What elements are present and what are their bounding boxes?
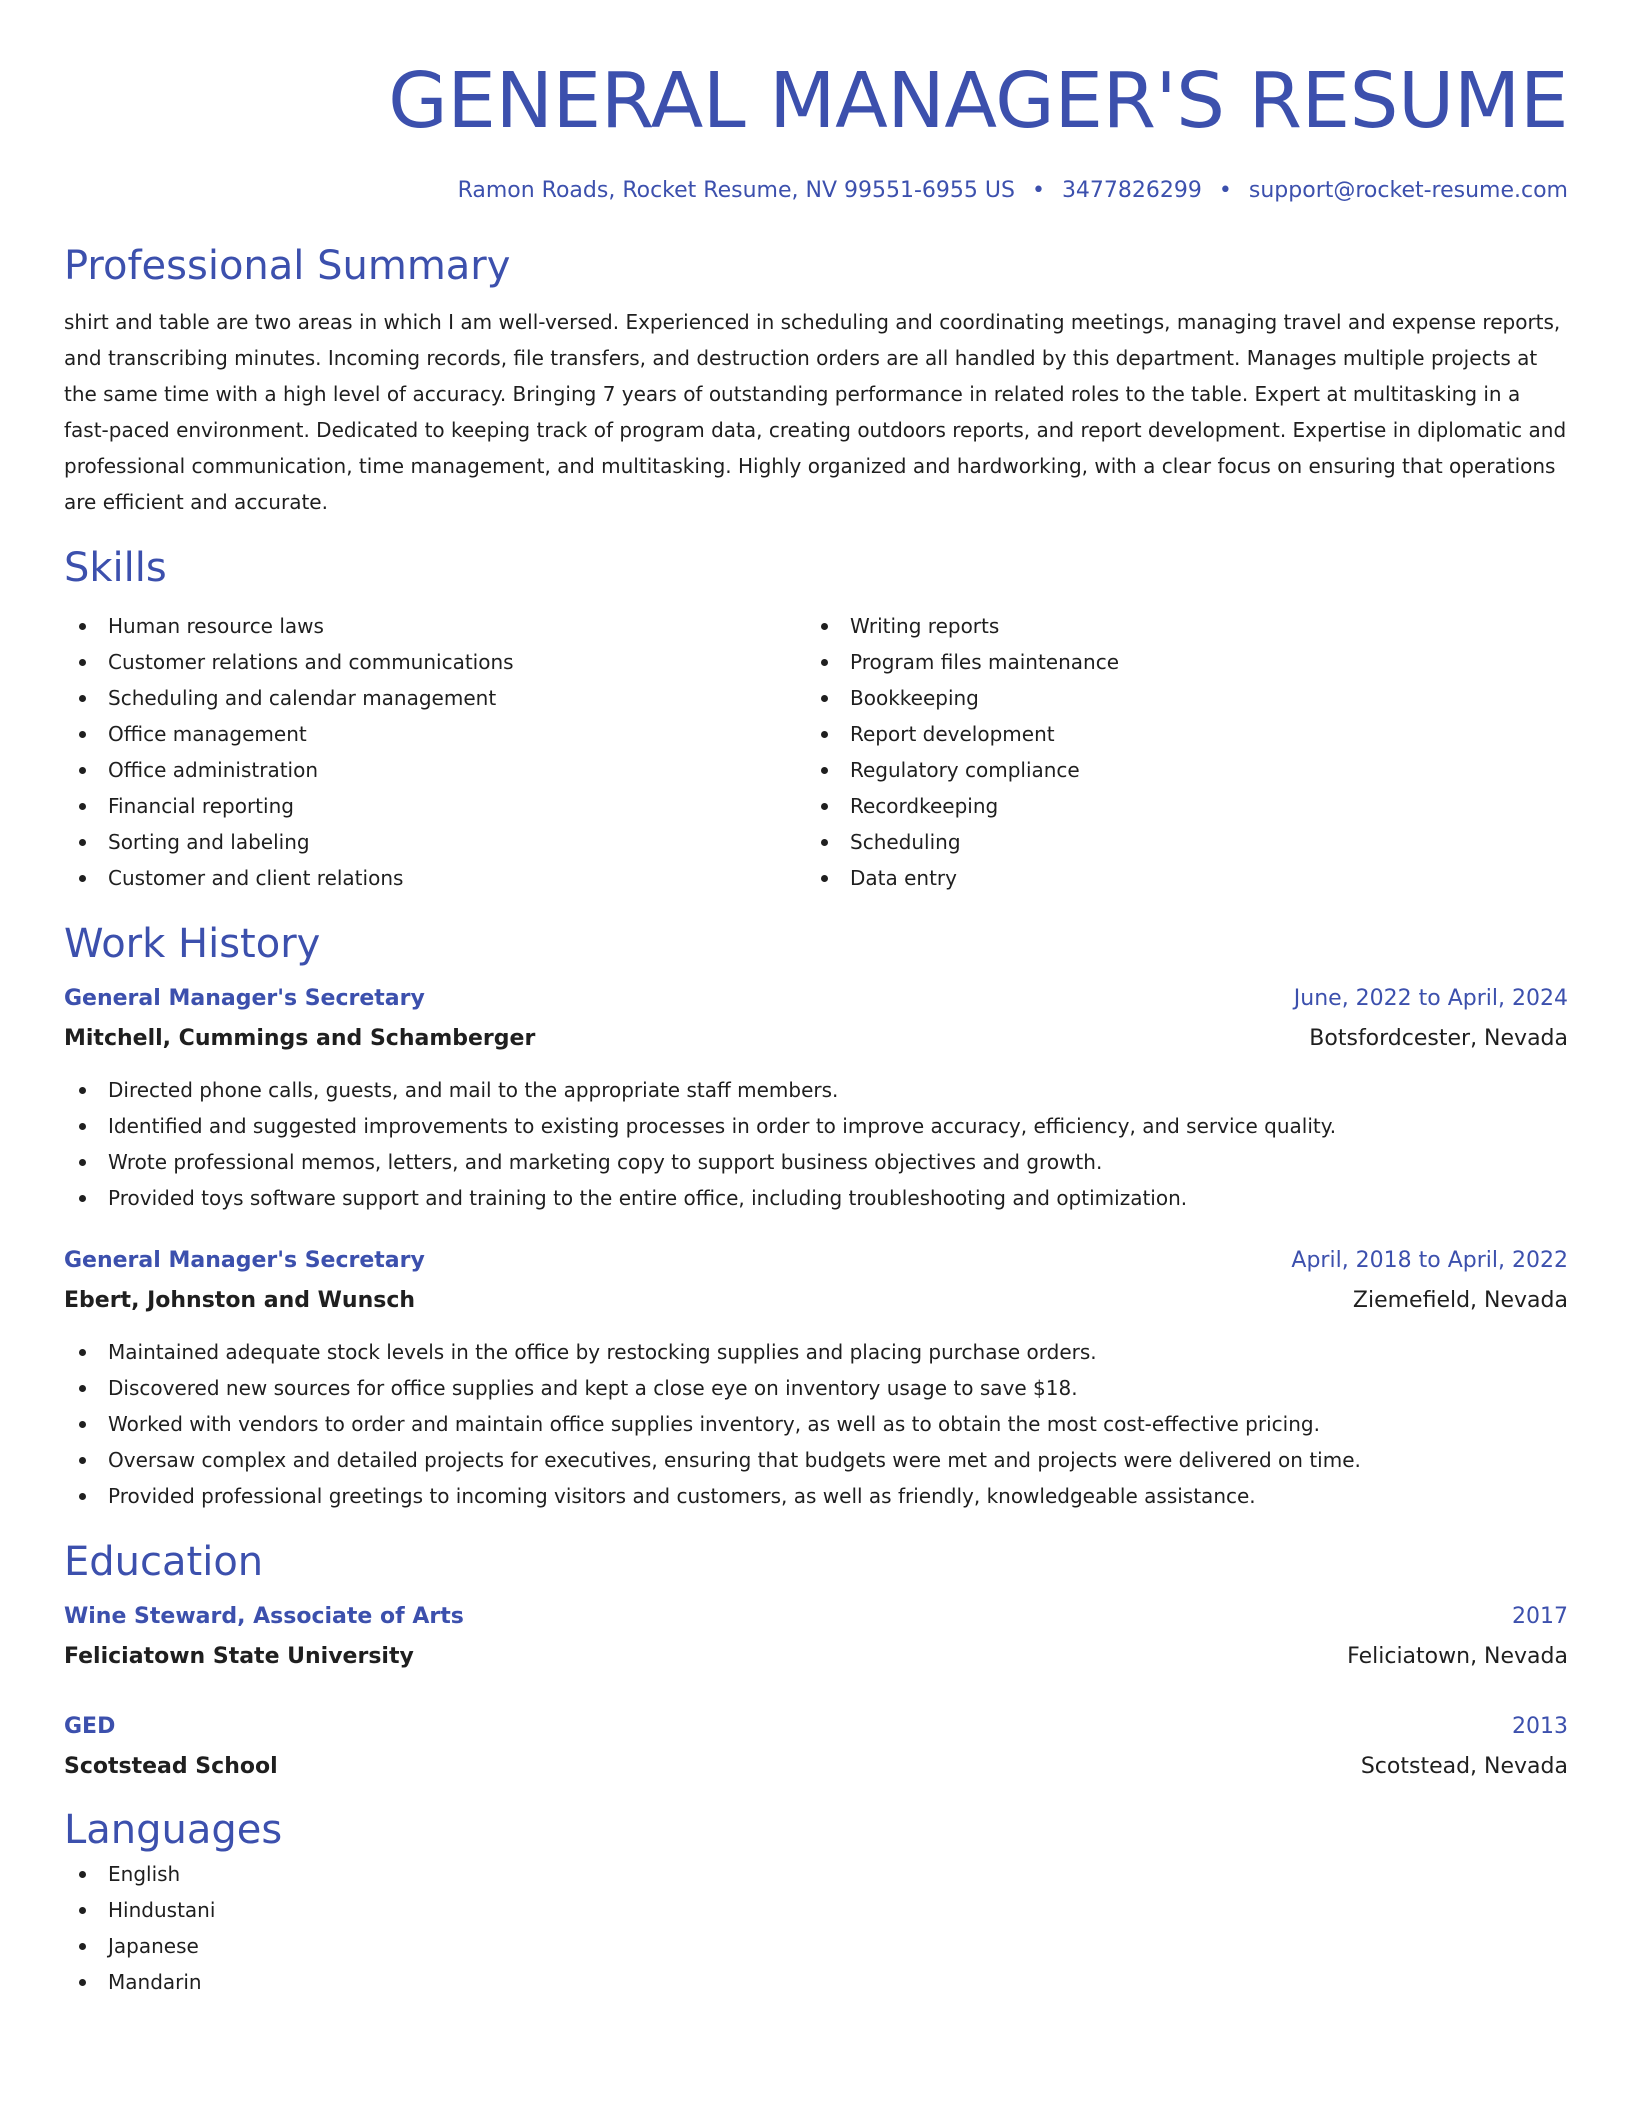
education-degree: Wine Steward, Associate of Arts <box>64 1604 464 1629</box>
job-company: Mitchell, Cummings and Schamberger <box>64 1026 536 1051</box>
job-entry <box>64 1246 1568 1514</box>
skills-list-right <box>806 608 1548 896</box>
job-bullet: Identified and suggested improvements to existing processes in order to improve accuracy, efficiency, and service quality. <box>64 1108 1568 1144</box>
job-bullet: Discovered new sources for office supplies and kept a close eye on inventory usage to save $18. <box>64 1370 1568 1406</box>
contact-email: support@rocket-resume.com <box>1248 178 1568 203</box>
education-entry <box>64 1712 1568 1782</box>
skill-item: Regulatory compliance <box>806 752 1548 788</box>
job-bullet: Directed phone calls, guests, and mail to the appropriate staff members. <box>64 1072 1568 1108</box>
job-title: General Manager's Secretary <box>64 1248 425 1273</box>
job-bullet: Provided toys software support and training to the entire office, including troubleshooting and optimization. <box>64 1180 1568 1216</box>
work-history-heading: Work History <box>64 921 321 967</box>
job-bullets <box>64 1072 1568 1216</box>
resume-title: GENERAL MANAGER'S RESUME <box>388 57 1568 146</box>
skill-item: Scheduling and calendar management <box>64 680 806 716</box>
job-location: Botsfordcester, Nevada <box>1309 1026 1568 1051</box>
skill-item: Office management <box>64 716 806 752</box>
education-header <box>64 1602 1568 1632</box>
skill-item: Scheduling <box>806 824 1548 860</box>
skills-heading: Skills <box>64 545 167 591</box>
summary-heading: Professional Summary <box>64 243 511 289</box>
job-bullet: Provided professional greetings to incoming visitors and customers, as well as friendly, knowledgeable assistance. <box>64 1478 1568 1514</box>
skill-item: Program files maintenance <box>806 644 1548 680</box>
contact-line <box>64 176 1568 206</box>
job-bullet: Oversaw complex and detailed projects for executives, ensuring that budgets were met and projects were delivered on time. <box>64 1442 1568 1478</box>
language-item: Hindustani <box>64 1892 1568 1928</box>
job-company: Ebert, Johnston and Wunsch <box>64 1288 416 1313</box>
job-subheader <box>64 1286 1568 1316</box>
job-subheader <box>64 1024 1568 1054</box>
job-bullet: Worked with vendors to order and maintain office supplies inventory, as well as to obtain the most cost-effective pricing. <box>64 1406 1568 1442</box>
education-school: Scotstead School <box>64 1754 278 1779</box>
education-subheader <box>64 1642 1568 1672</box>
job-bullet: Wrote professional memos, letters, and marketing copy to support business objectives and growth. <box>64 1144 1568 1180</box>
language-item: English <box>64 1856 1568 1892</box>
skill-item: Customer relations and communications <box>64 644 806 680</box>
job-bullet: Maintained adequate stock levels in the office by restocking supplies and placing purchase orders. <box>64 1334 1568 1370</box>
resume-page <box>64 52 1568 2000</box>
job-dates: June, 2022 to April, 2024 <box>1293 986 1568 1011</box>
summary-text: shirt and table are two areas in which I am well-versed. Experienced in scheduling and coordinating meetings, managing travel and expense reports, and transcribing minutes. Incoming records, file transfers, and destruction orders are all handled by this department. Manages multiple projects at the same time with a high level of accuracy. Bringing 7 years of outstanding performance in related roles to the table. Expert at multitasking in a fast-paced environment. Dedicated to keeping track of program data, creating outdoors reports, and report development. Expertise in diplomatic and professional communication, time management, and multitasking. Highly organized and hardworking, with a clear focus on ensuring that operations are efficient and accurate. <box>64 310 1567 514</box>
skill-item: Recordkeeping <box>806 788 1548 824</box>
skill-item: Report development <box>806 716 1548 752</box>
job-bullets <box>64 1334 1568 1514</box>
skill-item: Bookkeeping <box>806 680 1548 716</box>
skill-item: Human resource laws <box>64 608 806 644</box>
education-location: Scotstead, Nevada <box>1360 1754 1568 1779</box>
skill-item: Financial reporting <box>64 788 806 824</box>
skill-item: Writing reports <box>806 608 1548 644</box>
languages-list <box>64 1856 1568 2000</box>
education-year: 2017 <box>1512 1604 1568 1629</box>
contact-address: Ramon Roads, Rocket Resume, NV 99551-6955 US <box>457 178 1015 203</box>
job-title: General Manager's Secretary <box>64 986 425 1011</box>
education-entry <box>64 1602 1568 1672</box>
education-location: Feliciatown, Nevada <box>1347 1644 1568 1669</box>
language-item: Mandarin <box>64 1964 1568 2000</box>
skill-item: Data entry <box>806 860 1548 896</box>
skill-item: Sorting and labeling <box>64 824 806 860</box>
contact-phone: 3477826299 <box>1061 178 1202 203</box>
education-subheader <box>64 1752 1568 1782</box>
skill-item: Customer and client relations <box>64 860 806 896</box>
skills-list-left <box>64 608 806 896</box>
job-dates: April, 2018 to April, 2022 <box>1291 1248 1568 1273</box>
job-header <box>64 984 1568 1014</box>
contact-separator: • <box>1031 178 1045 203</box>
job-header <box>64 1246 1568 1276</box>
languages-heading: Languages <box>64 1807 283 1853</box>
education-school: Feliciatown State University <box>64 1644 414 1669</box>
skills-columns <box>64 608 1568 896</box>
education-header <box>64 1712 1568 1742</box>
job-entry <box>64 984 1568 1216</box>
education-year: 2013 <box>1512 1714 1568 1739</box>
language-item: Japanese <box>64 1928 1568 1964</box>
education-heading: Education <box>64 1539 264 1585</box>
skill-item: Office administration <box>64 752 806 788</box>
education-degree: GED <box>64 1714 116 1739</box>
job-location: Ziemefield, Nevada <box>1352 1288 1568 1313</box>
contact-separator: • <box>1218 178 1232 203</box>
